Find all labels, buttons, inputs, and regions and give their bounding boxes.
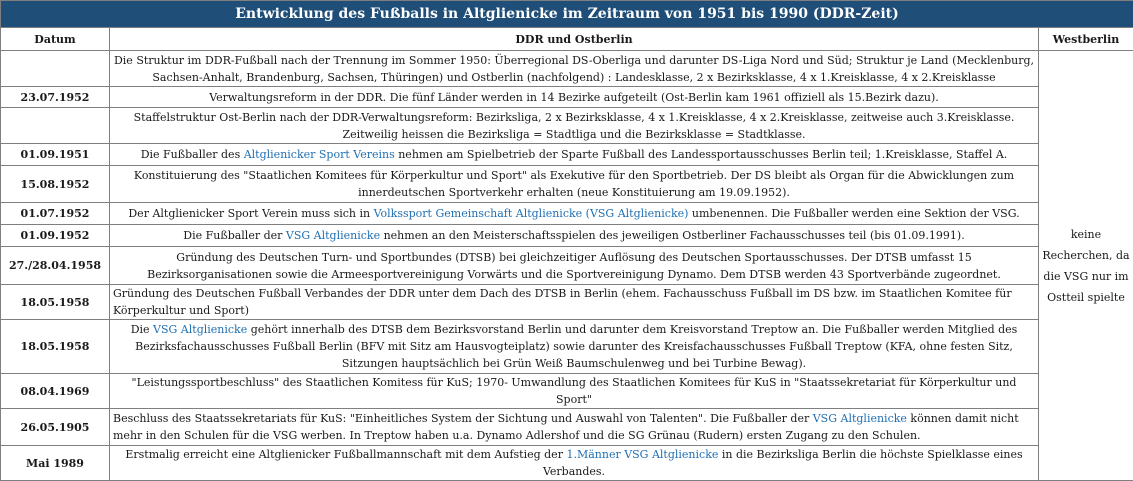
date-cell: 26.05.1905 [1,409,110,446]
date-cell: Mai 1989 [1,446,110,481]
description-cell: Konstituierung des "Staatlichen Komitees für Körperkultur und Sport" als Exekutive für den Sportbetrieb. Der DS bleibt als Organ für die Abwicklungen zum innerdeutschen Sportverkehr erhalten (neue Konstituierung am 19.09.1952). [110,166,1039,203]
link-vsg-altglienicke[interactable]: VSG Altglienicke [286,229,380,242]
date-cell: 18.05.1958 [1,320,110,374]
table-row [1,166,1133,203]
description-cell: Gründung des Deutschen Turn- und Sportbundes (DTSB) bei gleichzeitiger Auflösung des Deutschen Sportausschusses. Der DTSB umfasst 15 Bezirksorganisationen sowie die Armeesportvereinigung Vorwärts und die Sportvereinigung Dynamo. Dem DTSB werden 43 Sportverbände zugeordnet. [110,247,1039,285]
description-cell: Die VSG Altglienicke gehört innerhalb des DTSB dem Bezirksvorstand Berlin und darunter dem Kreisvorstand Treptow an. Die Fußballer werden Mitglied des Bezirksfachausschusses Fußball Berlin (BFV mit Sitz am Hausvogteiplatz) sowie darunter des Kreisfachausschusses Fußball Treptow (KFA, ohne festen Sitz, Sitzungen hauptsächlich bei Grün Weiß Baumschulenweg und bei Turbine Bewag). [110,320,1039,374]
link-vsg-altglienicke[interactable]: VSG Altglienicke [813,412,907,425]
table-row [1,409,1133,446]
description-cell: Verwaltungsreform in der DDR. Die fünf Länder werden in 14 Bezirke aufgeteilt (Ost-Berlin kam 1961 offiziell als 15.Bezirk dazu). [110,87,1039,108]
table-row [1,374,1133,409]
date-cell: 27./28.04.1958 [1,247,110,285]
column-header-westberlin: Westberlin [1039,28,1133,51]
link-vsg-altglienicke[interactable]: VSG Altglienicke [153,323,247,336]
table-row [1,320,1133,374]
table-row [1,247,1133,285]
date-cell: 15.08.1952 [1,166,110,203]
table-row [1,446,1133,481]
date-cell [1,51,110,87]
description-cell: "Leistungssportbeschluss" des Staatlichen Komitess für KuS; 1970- Umwandlung des Staatlichen Komitees für KuS in "Staatssekretariat für Körperkultur und Sport" [110,374,1039,409]
description-cell: Die Fußballer der VSG Altglienicke nehmen an den Meisterschaftsspielen des jeweiligen Ostberliner Fachausschusses teil (bis 01.09.1991). [110,225,1039,247]
table-row [1,285,1133,320]
date-cell: 08.04.1969 [1,374,110,409]
description-cell: Erstmalig erreicht eine Altglienicker Fußballmannschaft mit dem Aufstieg der 1.Männer VSG Altglienicke in die Bezirksliga Berlin die höchste Spielklasse eines Verbandes. [110,446,1039,481]
westberlin-note: keine Recherchen, da die VSG nur im Ostteil spielte [1039,51,1133,481]
date-cell: 23.07.1952 [1,87,110,108]
description-cell: Die Fußballer des Altglienicker Sport Vereins nehmen am Spielbetrieb der Sparte Fußball des Landessportausschusses Berlin teil; 1.Kreisklasse, Staffel A. [110,144,1039,166]
table-title: Entwicklung des Fußballs in Altglienicke im Zeitraum von 1951 bis 1990 (DDR-Zeit) [1,1,1133,28]
table-row [1,225,1133,247]
description-cell: Beschluss des Staatssekretariats für KuS: "Einheitliches System der Sichtung und Auswahl von Talenten". Die Fußballer der VSG Altglienicke können damit nicht mehr in den Schulen für die VSG werben. In Treptow haben u.a. Dynamo Adlershof und die SG Grünau (Rudern) ersten Zugang zu den Schulen. [110,409,1039,446]
link-maenner-vsg-altglienicke[interactable]: 1.Männer VSG Altglienicke [566,448,718,461]
description-cell: Gründung des Deutschen Fußball Verbandes der DDR unter dem Dach des DTSB in Berlin (ehem. Fachausschuss Fußball im DS bzw. im Staatlichen Komitee für Körperkultur und Sport) [110,285,1039,320]
column-header-datum: Datum [1,28,110,51]
table-row [1,51,1133,87]
description-cell: Der Altglienicker Sport Verein muss sich in Volkssport Gemeinschaft Altglienicke (VSG Altglienicke) umbenennen. Die Fußballer werden eine Sektion der VSG. [110,203,1039,225]
table-row [1,87,1133,108]
date-cell [1,108,110,144]
description-cell: Staffelstruktur Ost-Berlin nach der DDR-Verwaltungsreform: Bezirksliga, 2 x Bezirksklasse, 4 x 1.Kreisklasse, 4 x 2.Kreisklasse, zeitweise auch 3.Kreisklasse. Zeitweilig heissen die Bezirksliga = Stadtliga und die Bezirksklasse = Stadtklasse. [110,108,1039,144]
date-cell: 01.09.1952 [1,225,110,247]
column-header-ddr: DDR und Ostberlin [110,28,1039,51]
date-cell: 01.07.1952 [1,203,110,225]
table-row [1,203,1133,225]
description-cell: Die Struktur im DDR-Fußball nach der Trennung im Sommer 1950: Überregional DS-Oberliga und darunter DS-Liga Nord und Süd; Struktur je Land (Mecklenburg, Sachsen-Anhalt, Brandenburg, Sachsen, Thüringen) und Ostberlin (nachfolgend) : Landesklasse, 2 x Bezirksklasse, 4 x 1.Kreisklasse, 4 x 2.Kreisklasse [110,51,1039,87]
table-row [1,108,1133,144]
table-row [1,144,1133,166]
link-altglienicker-sport-verein[interactable]: Altglienicker Sport Vereins [244,148,395,161]
date-cell: 18.05.1958 [1,285,110,320]
link-vsg-altglienicke-full[interactable]: Volkssport Gemeinschaft Altglienicke (VSG Altglienicke) [374,207,689,220]
date-cell: 01.09.1951 [1,144,110,166]
